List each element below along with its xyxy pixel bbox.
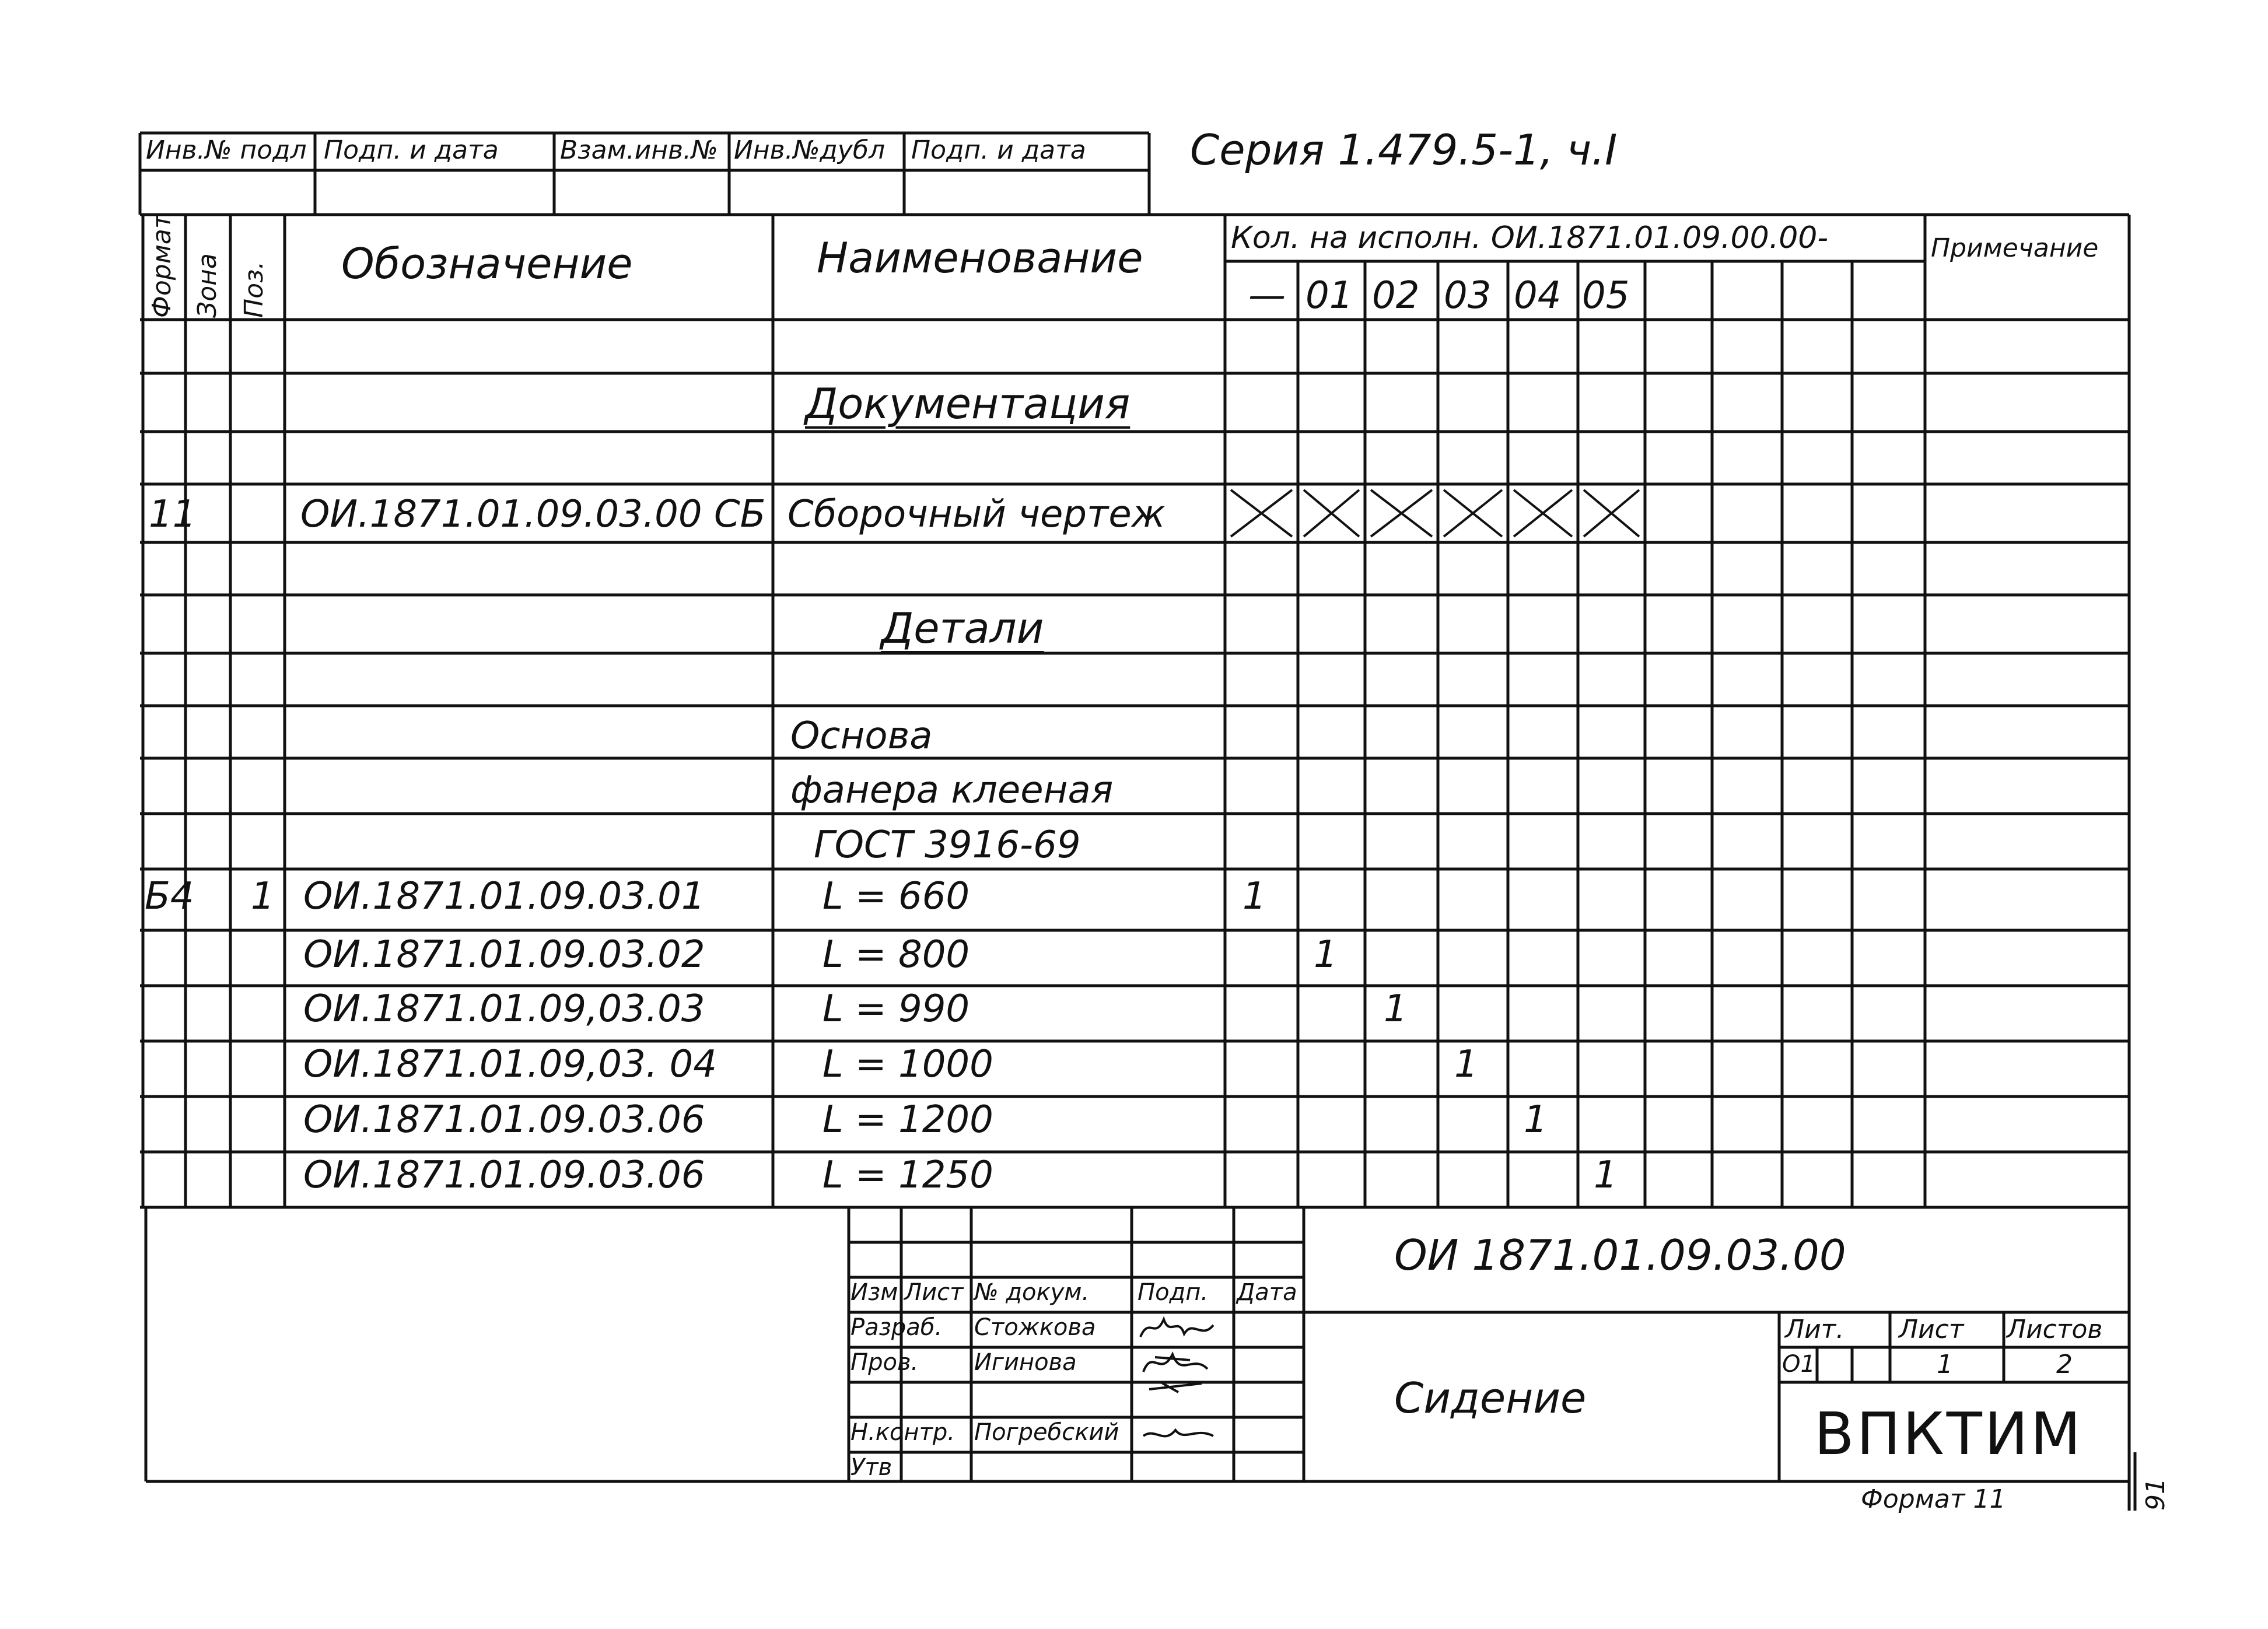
part-name: L = 1250: [822, 1154, 993, 1197]
part-designation: ОИ.1871.01.09.03.02: [303, 933, 705, 976]
part-name: L = 660: [822, 875, 970, 918]
col-ndokum: № докум.: [974, 1279, 1090, 1306]
section-parts: Детали: [881, 604, 1044, 653]
col-data: Дата: [1237, 1279, 1297, 1306]
inv-dubl-label: Инв.№дубл: [734, 135, 886, 165]
part-name: L = 800: [822, 933, 970, 976]
part-qty: 1: [1594, 1154, 1618, 1197]
material-line-1: Основа: [790, 714, 933, 758]
doc-designation: ОИ.1871.01.09.03.00 СБ: [300, 493, 766, 536]
header-qty-title: Кол. на исполн. ОИ.1871.01.09.00.00-: [1231, 220, 1829, 255]
header-zone: Зона: [192, 253, 222, 318]
signatures: [1138, 1313, 1231, 1451]
vzam-inv-label: Взам.инв.№: [560, 135, 718, 165]
listov-value: 2: [2056, 1350, 2073, 1379]
variant-base: —: [1248, 274, 1286, 317]
header-note: Примечание: [1931, 233, 2099, 263]
part-qty: 1: [1242, 875, 1266, 918]
podp-data-label: Подп. и дата: [324, 135, 499, 165]
organization-name: ВПКТИМ: [1814, 1400, 2083, 1468]
part-name: L = 1000: [822, 1043, 993, 1086]
part-pos: 1: [251, 875, 275, 918]
part-designation: ОИ.1871.01.09,03.03: [303, 987, 705, 1031]
part-designation: ОИ.1871.01.09.03.01: [303, 875, 705, 918]
header-pos: Поз.: [239, 261, 269, 318]
part-format: Б4: [145, 875, 194, 918]
material-line-3: ГОСТ 3916-69: [814, 824, 1081, 867]
razrab-label: Разраб.: [850, 1314, 943, 1341]
part-name: L = 990: [822, 987, 970, 1031]
variant-05: 05: [1582, 274, 1630, 317]
part-qty: 1: [1454, 1043, 1478, 1086]
list-label: Лист: [1899, 1315, 1964, 1344]
part-designation: ОИ.1871.01.09.03.06: [303, 1154, 705, 1197]
part-name: L = 1200: [822, 1098, 993, 1141]
material-line-2: фанера клееная: [790, 769, 1114, 812]
page-mark: 91: [2141, 1478, 2171, 1511]
lit-value: О1: [1782, 1351, 1815, 1378]
col-izm: Изм: [850, 1279, 898, 1306]
variant-01: 01: [1306, 274, 1353, 317]
lit-label: Лит.: [1785, 1315, 1845, 1344]
format-footer: Формат 11: [1861, 1484, 2006, 1514]
part-designation: ОИ.1871.01.09,03. 04: [303, 1043, 717, 1086]
variant-04: 04: [1514, 274, 1562, 317]
col-list: Лист: [904, 1279, 964, 1306]
part-designation: ОИ.1871.01.09.03.06: [303, 1098, 705, 1141]
part-qty: 1: [1314, 933, 1338, 976]
podp-data2-label: Подп. и дата: [911, 135, 1086, 165]
col-podp: Подп.: [1138, 1279, 1209, 1306]
doc-number: ОИ 1871.01.09.03.00: [1394, 1231, 1846, 1280]
inv-podl-label: Инв.№ подл: [146, 135, 307, 165]
list-value: 1: [1937, 1350, 1953, 1379]
variant-02: 02: [1372, 274, 1420, 317]
razrab-name: Стожкова: [974, 1314, 1096, 1341]
utv-label: Утв: [850, 1454, 892, 1481]
part-qty: 1: [1384, 987, 1408, 1031]
nkontr-label: Н.контр.: [850, 1419, 955, 1446]
nkontr-name: Погребский: [974, 1419, 1119, 1446]
header-format: Формат: [147, 213, 177, 318]
doc-format: 11: [149, 493, 197, 536]
listov-label: Листов: [2007, 1315, 2103, 1344]
prov-name: Игинова: [974, 1349, 1077, 1376]
prov-label: Пров.: [850, 1349, 919, 1376]
section-documentation: Документация: [805, 379, 1130, 428]
product-name: Сидение: [1394, 1374, 1587, 1423]
series-label: Серия 1.479.5-1, ч.I: [1190, 125, 1618, 174]
variant-03: 03: [1444, 274, 1492, 317]
part-qty: 1: [1524, 1098, 1548, 1141]
header-designation: Обозначение: [341, 239, 633, 288]
header-name: Наименование: [817, 233, 1143, 282]
doc-name: Сборочный чертеж: [788, 493, 1166, 536]
